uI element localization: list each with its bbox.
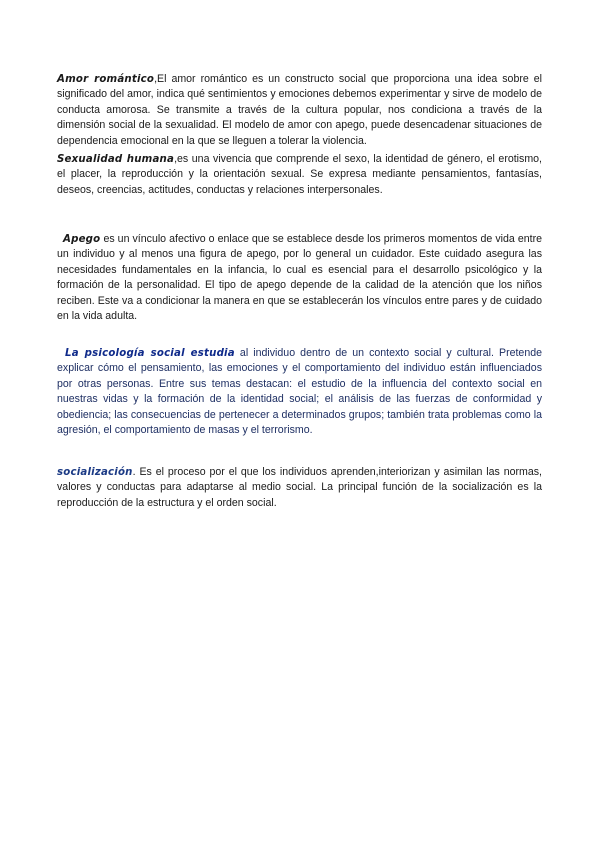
term-apego: Apego: [63, 234, 101, 245]
term-socializacion: socialización: [57, 467, 133, 478]
definition-sexualidad-humana: ,es una vivencia que comprende el sexo, la identidad de género, el erotismo, el placer, la reproducción y la orientación sexual. Se expresa mediante pensamientos, fantasías, deseos, creencias, actitudes, conductas y relaciones interpersonales.: [57, 153, 542, 196]
paragraph-amor-romantico: [57, 72, 542, 149]
definition-amor-romantico: ,El amor romántico es un constructo social que proporciona una idea sobre el significado del amor, indica qué sentimientos y emociones debemos experimentar y sirve de modelo de conducta amorosa. Se transmite a través de la cultura popular, nos condiciona a través de la dimensión social de la sexualidad. El modelo de amor con apego, puede desencadenar situaciones de dependencia emocional en la que se lleguen a tolerar la violencia.: [57, 73, 542, 147]
term-amor-romantico: Amor romántico: [57, 74, 155, 85]
paragraph-socializacion: [57, 465, 542, 511]
paragraph-psicologia-social: [57, 346, 542, 438]
definition-socializacion: . Es el proceso por el que los individuos aprenden,interiorizan y asimilan las normas, valores y conductas para adaptarse al medio social. La principal función de la socialización es la reproducción de la estructura y el orden social.: [57, 466, 542, 509]
term-psicologia-social: La psicología social estudia: [65, 348, 235, 359]
definition-psicologia-social: al individuo dentro de un contexto social y cultural. Pretende explicar cómo el pensamiento, las emociones y el comportamiento del individuo están influenciados por otras personas. Entre sus temas destacan: el estudio de la influencia del contexto social en nuestras vidas y la formación de la identidad social; el análisis de las fuerzas de conformidad y obediencia; las consecuencias de pertenecer a determinados grupos; también trata problemas como la agresión, el comportamiento de masas y el terrorismo.: [57, 347, 542, 437]
term-sexualidad-humana: Sexualidad humana: [57, 154, 175, 165]
paragraph-sexualidad-humana: [57, 152, 542, 198]
definition-apego: es un vínculo afectivo o enlace que se establece desde los primeros momentos de vida entre un individuo y al menos una figura de apego, por lo general un cuidador. Este cuidado asegura las necesidades fundamentales en la infancia, lo cual es esencial para el desarrollo psicológico y la formación de la personalidad. El tipo de apego depende de la calidad de la atención que los niños reciben. Este va a condicionar la manera en que se establecerán los vínculos entre pares y de cuidado en la vida adulta.: [57, 233, 542, 323]
paragraph-apego: [57, 232, 542, 324]
